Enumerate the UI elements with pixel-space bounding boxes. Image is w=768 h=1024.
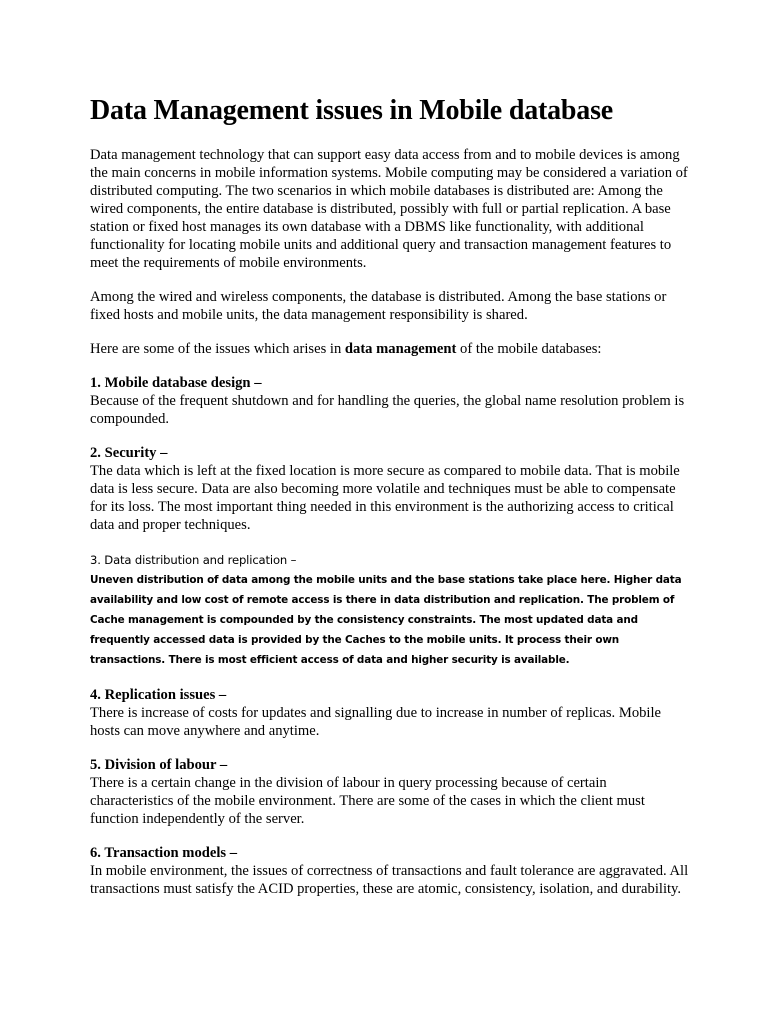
section-transaction-models xyxy=(90,844,690,898)
intro-text-after: of the mobile databases: xyxy=(456,341,602,357)
intro-paragraph-3 xyxy=(90,340,690,358)
section-heading: 3. Data distribution and replication – xyxy=(90,553,297,567)
section-division-of-labour xyxy=(90,756,690,828)
page-title: Data Management issues in Mobile database xyxy=(90,95,614,126)
intro-paragraph-2: Among the wired and wireless components, the database is distributed. Among the base stations or fixed hosts and mobile units, the data management responsibility is shared. xyxy=(90,289,667,323)
section-body: There is a certain change in the division of labour in query processing because of certain characteristics of the mobile environment. There are some of the cases in which the client must function independently of the server. xyxy=(90,775,645,827)
intro-paragraph-1: Data management technology that can support easy data access from and to mobile devices is among the main concerns in mobile information systems. Mobile computing may be considered a variation of distributed computing. The two scenarios in which mobile databases is distributed are: Among the wired components, the entire database is distributed, possibly with full or partial replication. A base station or fixed host manages its own database with a DBMS like functionality, with additional functionality for locating mobile units and additional query and transaction management features to meet the requirements of mobile environments. xyxy=(90,147,688,271)
section-heading: 2. Security – xyxy=(90,445,168,461)
intro-text-before: Here are some of the issues which arises in xyxy=(90,341,345,357)
section-body: Because of the frequent shutdown and for handling the queries, the global name resolution problem is compounded. xyxy=(90,393,685,427)
section-body: There is increase of costs for updates and signalling due to increase in number of replicas. Mobile hosts can move anywhere and anytime. xyxy=(90,705,662,739)
section-mobile-database-design xyxy=(90,374,690,428)
section-heading: 6. Transaction models – xyxy=(90,845,238,861)
section-heading: 4. Replication issues – xyxy=(90,687,227,703)
section-security xyxy=(90,444,690,534)
section-data-distribution xyxy=(90,550,690,670)
document-page xyxy=(90,92,690,914)
section-heading: 1. Mobile database design – xyxy=(90,375,262,391)
section-body: In mobile environment, the issues of correctness of transactions and fault tolerance are aggravated. All transactions must satisfy the ACID properties, these are atomic, consistency, isolation, and durability. xyxy=(90,863,689,897)
section-heading: 5. Division of labour – xyxy=(90,757,228,773)
intro-bold-term: data management xyxy=(344,341,457,357)
section-replication-issues xyxy=(90,686,690,740)
section-body: Uneven distribution of data among the mobile units and the base stations take place here. Higher data availability and low cost of remote access is there in data distribution and replication. The problem of Cache management is compounded by the consistency constraints. The most updated data and frequently accessed data is provided by the Caches to the mobile units. It process their own transactions. There is most efficient access of data and higher security is available. xyxy=(90,574,682,666)
section-body: The data which is left at the fixed location is more secure as compared to mobile data. That is mobile data is less secure. Data are also becoming more volatile and techniques must be able to compensate for its loss. The most important thing needed in this environment is the authorizing access to critical data and proper techniques. xyxy=(90,463,680,533)
